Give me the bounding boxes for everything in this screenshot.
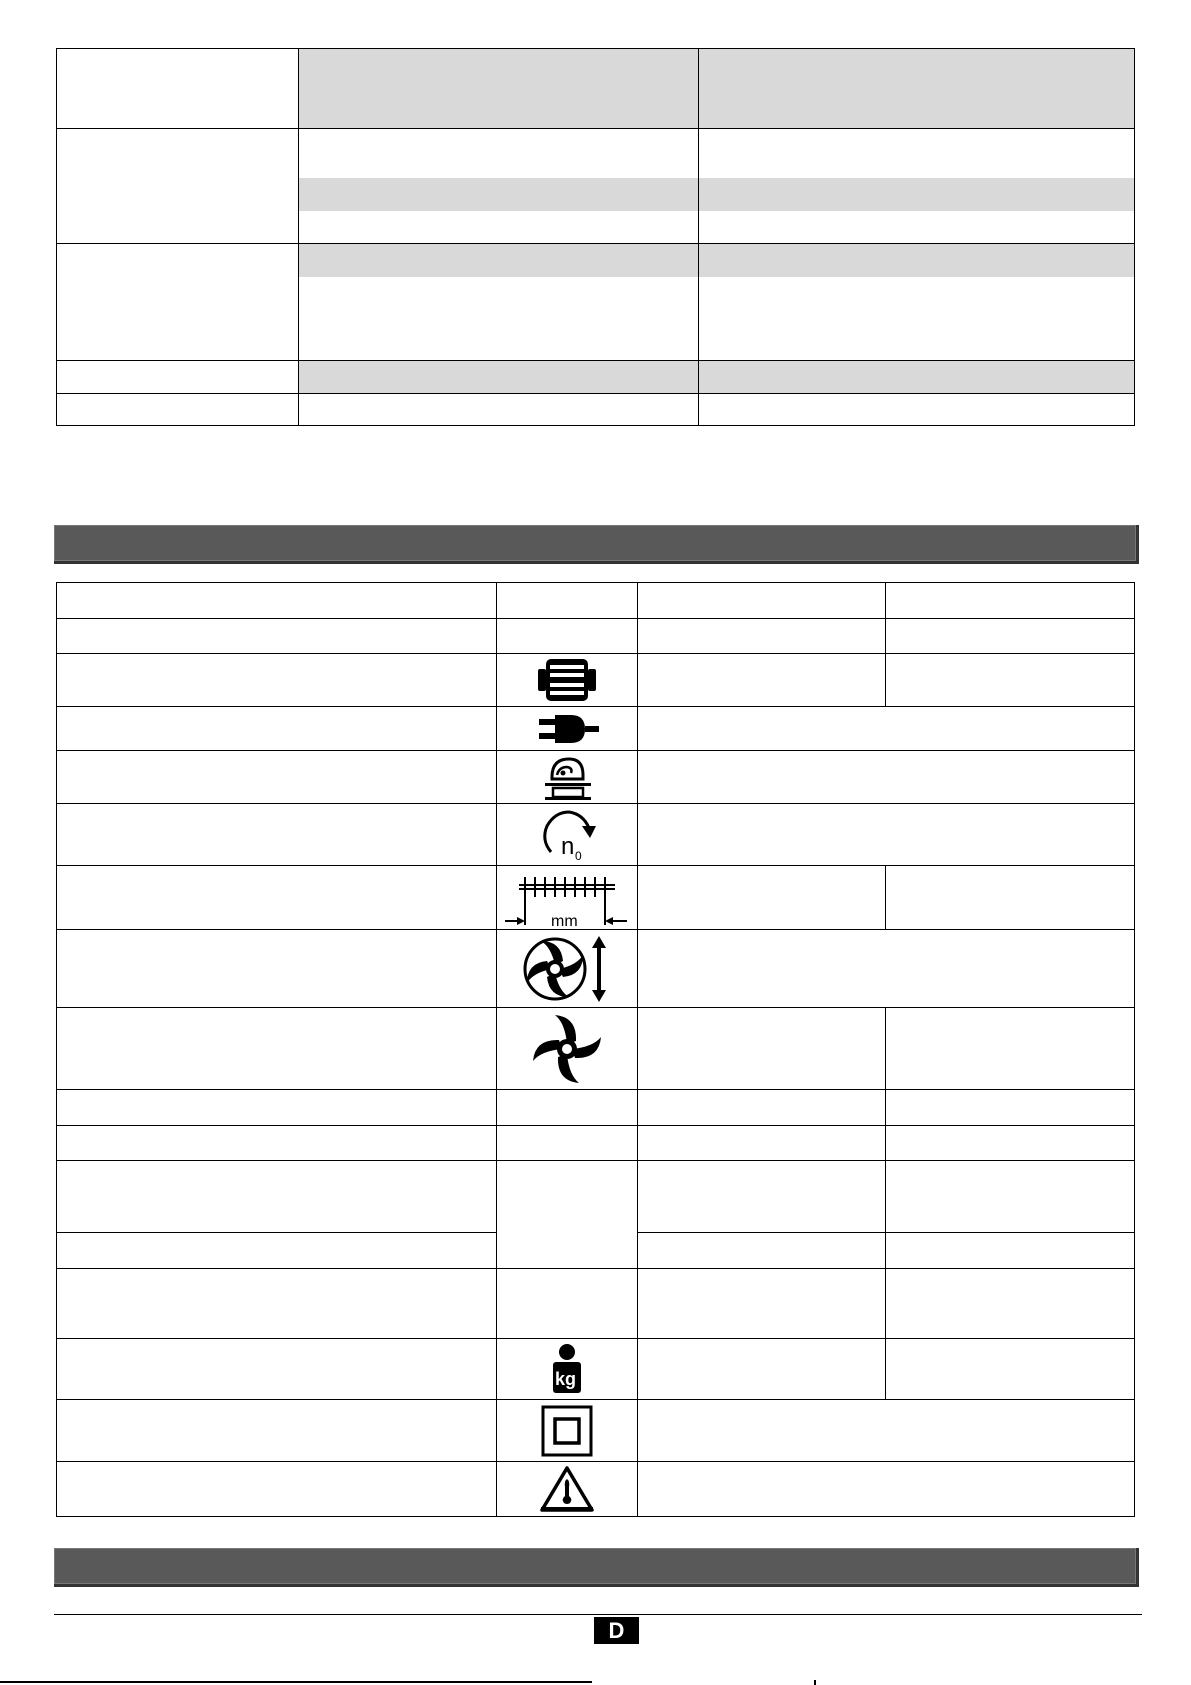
table-cell <box>299 211 699 244</box>
table-cell <box>57 1090 497 1126</box>
blade-adjust-icon <box>521 934 613 1004</box>
blade-icon <box>529 1011 605 1087</box>
table-row <box>57 804 1135 866</box>
table-cell <box>638 866 886 930</box>
table-cell <box>299 394 699 426</box>
table-cell <box>57 1339 497 1400</box>
table-cell <box>57 619 497 654</box>
table-cell <box>299 49 699 129</box>
table-cell <box>638 1233 886 1269</box>
weight-unit: kg <box>555 1369 577 1389</box>
table-cell <box>57 583 497 619</box>
table-cell <box>57 49 299 129</box>
table-cell <box>699 49 1135 129</box>
table-cell <box>57 361 299 394</box>
table-cell <box>638 707 1135 751</box>
table-cell <box>886 1233 1135 1269</box>
table-row <box>57 129 1135 178</box>
table-row <box>57 361 1135 394</box>
top-table <box>56 48 1135 426</box>
table-cell <box>638 1126 886 1161</box>
table-cell <box>638 751 1135 804</box>
table-cell <box>57 930 497 1008</box>
table-cell <box>57 1126 497 1161</box>
table-cell <box>57 751 497 804</box>
table-cell <box>299 277 699 361</box>
cutting-width-unit: mm <box>551 912 578 927</box>
table-cell <box>57 1462 497 1517</box>
table-row <box>57 1126 1135 1161</box>
table-row <box>57 866 1135 930</box>
table-cell <box>57 394 299 426</box>
weight-icon <box>547 1343 587 1395</box>
table-cell <box>299 361 699 394</box>
bottom-divider <box>0 1681 592 1683</box>
section-title <box>54 1556 68 1576</box>
table-cell <box>699 129 1135 178</box>
table-cell <box>886 654 1135 707</box>
plug-icon <box>533 711 601 747</box>
table-cell <box>638 619 886 654</box>
table-cell <box>699 394 1135 426</box>
table-cell <box>886 1008 1135 1090</box>
table-row <box>57 583 1135 619</box>
rotation-speed-subscript: 0 <box>575 848 582 863</box>
table-cell <box>497 619 638 654</box>
table-cell <box>57 244 299 361</box>
table-cell <box>886 1339 1135 1400</box>
table-row <box>57 49 1135 129</box>
table-cell <box>497 654 638 707</box>
table-cell <box>57 129 299 244</box>
table-cell <box>497 1008 638 1090</box>
table-row <box>57 1161 1135 1233</box>
table-row <box>57 654 1135 707</box>
table-cell <box>497 804 638 866</box>
table-cell <box>638 1462 1135 1517</box>
table-cell <box>699 361 1135 394</box>
table-row <box>57 1339 1135 1400</box>
rotation-speed-symbol: n <box>561 832 575 860</box>
table-cell <box>638 1008 886 1090</box>
table-cell <box>886 1269 1135 1339</box>
table-cell <box>638 583 886 619</box>
table-cell <box>638 1400 1135 1462</box>
table-cell <box>497 1400 638 1462</box>
language-badge: D <box>594 1617 639 1644</box>
table-cell <box>497 930 638 1008</box>
table-cell <box>638 1161 886 1233</box>
table-cell <box>699 244 1135 277</box>
table-cell <box>699 178 1135 211</box>
table-cell <box>497 1269 638 1339</box>
table-cell <box>497 1462 638 1517</box>
table-row <box>57 751 1135 804</box>
table-cell <box>57 654 497 707</box>
table-cell <box>497 1126 638 1161</box>
table-cell <box>497 1161 638 1269</box>
table-cell <box>497 583 638 619</box>
table-cell <box>299 178 699 211</box>
table-cell <box>638 1090 886 1126</box>
table-cell <box>886 866 1135 930</box>
table-cell <box>497 1090 638 1126</box>
table-row <box>57 244 1135 277</box>
motor-icon <box>534 656 600 704</box>
table-cell <box>57 1400 497 1462</box>
power-output-icon <box>537 753 597 801</box>
table-cell <box>299 129 699 178</box>
table-row <box>57 1090 1135 1126</box>
table-row <box>57 930 1135 1008</box>
table-cell <box>57 804 497 866</box>
warning-icon <box>539 1465 595 1513</box>
footer-divider <box>54 1614 1142 1615</box>
table-cell <box>497 751 638 804</box>
section-header-bar <box>54 525 1139 564</box>
table-row <box>57 1462 1135 1517</box>
table-cell <box>497 866 638 930</box>
table-row <box>57 394 1135 426</box>
table-cell <box>497 1339 638 1400</box>
table-cell <box>886 1161 1135 1233</box>
table-cell <box>699 277 1135 361</box>
table-cell <box>638 804 1135 866</box>
table-row <box>57 1008 1135 1090</box>
double-insulation-icon <box>540 1404 594 1458</box>
table-cell <box>699 211 1135 244</box>
rotation-speed-icon <box>535 806 599 864</box>
table-cell <box>57 866 497 930</box>
spec-table <box>56 582 1135 1517</box>
table-cell <box>57 1008 497 1090</box>
table-row <box>57 1400 1135 1462</box>
table-cell <box>57 1233 497 1269</box>
section-header-bar <box>54 1548 1139 1587</box>
table-cell <box>886 1126 1135 1161</box>
table-cell <box>638 930 1135 1008</box>
table-cell <box>638 1339 886 1400</box>
table-cell <box>886 583 1135 619</box>
table-cell <box>57 1161 497 1233</box>
table-cell <box>638 1269 886 1339</box>
table-row <box>57 1269 1135 1339</box>
table-cell <box>638 654 886 707</box>
table-cell <box>886 1090 1135 1126</box>
section-title <box>54 533 68 553</box>
table-cell <box>497 707 638 751</box>
table-cell <box>57 1269 497 1339</box>
bottom-tick <box>814 1680 816 1685</box>
table-cell <box>299 244 699 277</box>
table-cell <box>57 707 497 751</box>
cutting-width-icon <box>503 869 631 927</box>
table-row <box>57 619 1135 654</box>
table-row <box>57 707 1135 751</box>
table-cell <box>886 619 1135 654</box>
